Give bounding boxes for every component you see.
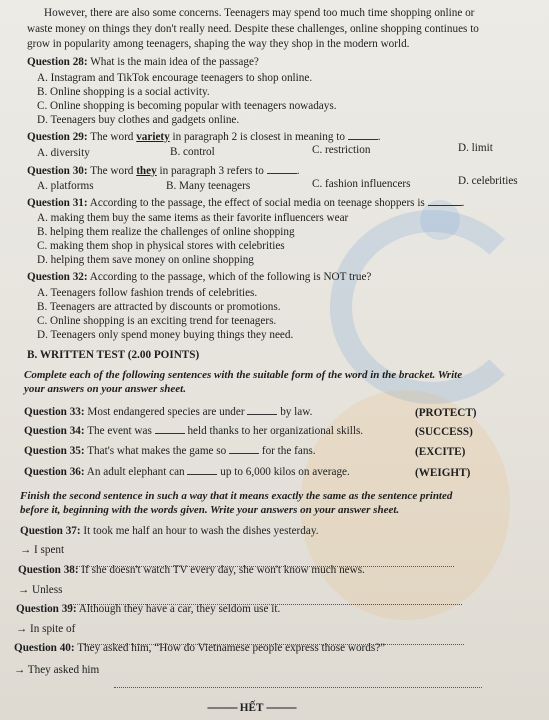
option-d: D. celebrities [458, 175, 518, 187]
word-form-35: (EXCITE) [415, 446, 466, 458]
instruction-2b: before it, beginning with the words given. Write your answers on your answer sheet. [20, 504, 400, 516]
answer-blank [155, 424, 185, 434]
question-40: Question 40: They asked him, “How do Vietnamese people express those words?” [14, 642, 386, 654]
option-b: B. helping them realize the challenges of online shopping [37, 226, 295, 238]
rewrite-start-37: → I spent [20, 544, 65, 556]
question-label: Question 40: [14, 642, 75, 654]
question-label: Question 29: [27, 131, 88, 143]
option-c: C. restriction [312, 144, 371, 156]
question-label: Question 38: [18, 564, 79, 576]
option-d: D. Teenagers only spend money buying things they need. [37, 329, 294, 341]
option-b: B. control [170, 146, 215, 158]
question-label: Question 37: [20, 525, 81, 537]
option-d: D. Teenagers buy clothes and gadgets online. [37, 114, 240, 126]
question-36: Question 36: An adult elephant can up to 6,000 kilos on average. [24, 466, 350, 478]
rewrite-start-39: → In spite of [16, 623, 76, 635]
answer-blank [247, 405, 277, 415]
question-label: Question 39: [16, 603, 77, 615]
question-label: Question 33: [24, 406, 85, 418]
question-label: Question 36: [24, 466, 85, 478]
section-b-title: B. WRITTEN TEST (2.00 POINTS) [27, 349, 200, 361]
option-a: A. diversity [37, 147, 90, 159]
answer-blank [229, 444, 259, 454]
option-a: A. Teenagers follow fashion trends of celebrities. [37, 287, 258, 299]
question-33: Question 33: Most endangered species are under by law. [24, 406, 313, 418]
underlined-word: variety [136, 131, 170, 143]
question-text: What is the main idea of the passage? [90, 56, 259, 68]
question-31: Question 31: According to the passage, the effect of social media on teenage shoppers is . [27, 197, 465, 209]
question-34: Question 34: The event was held thanks to her organizational skills. [24, 425, 364, 437]
word-form-36: (WEIGHT) [415, 467, 471, 479]
rewrite-start-38: → Unless [18, 584, 63, 596]
option-a: A. Instagram and TikTok encourage teenagers to shop online. [37, 72, 313, 84]
instruction-1a: Complete each of the following sentences with the suitable form of the word in the bracket. Write [24, 369, 463, 381]
intro-line-3: grow in popularity among teenagers, shaping the way they shop in the modern world. [27, 38, 410, 50]
question-label: Question 32: [27, 271, 88, 283]
option-b: B. Online shopping is a social activity. [37, 86, 210, 98]
question-39: Question 39: Although they have a car, they seldom use it. [16, 603, 281, 615]
option-c: C. Online shopping is an exciting trend for teenagers. [37, 315, 277, 327]
question-28 [27, 56, 259, 69]
option-c: C. fashion influencers [312, 178, 411, 190]
answer-blank [187, 465, 217, 475]
answer-line-40 [114, 687, 482, 688]
intro-line-1: However, there are also some concerns. Teenagers may spend too much time shopping online or [44, 7, 475, 19]
intro-line-2: waste money on things they don't really need. Despite these challenges, online shopping continues to [27, 23, 479, 35]
option-a: A. making them buy the same items as their favorite influencers wear [37, 212, 349, 224]
end-mark-text: HẾT [239, 702, 264, 714]
question-label: Question 35: [24, 445, 85, 457]
option-c: C. making them shop in physical stores with celebrities [37, 240, 285, 252]
question-30: Question 30: The word they in paragraph 3 refers to . [27, 165, 300, 177]
instruction-1b: your answers on your answer sheet. [24, 383, 186, 395]
end-mark: ----------- HẾT ----------- [207, 702, 296, 714]
question-38: Question 38: If she doesn't watch TV every day, she won't know much news. [18, 564, 365, 576]
question-37: Question 37: It took me half an hour to wash the dishes yesterday. [20, 525, 319, 537]
answer-blank [267, 164, 297, 174]
option-a: A. platforms [37, 180, 94, 192]
option-d: D. limit [458, 142, 493, 154]
word-form-34: (SUCCESS) [415, 426, 473, 438]
option-b: B. Many teenagers [166, 180, 251, 192]
instruction-2a: Finish the second sentence in such a way that it means exactly the same as the sentence printed [20, 490, 453, 502]
question-35: Question 35: That's what makes the game so for the fans. [24, 445, 316, 457]
word-form-33: (PROTECT) [415, 407, 477, 419]
answer-blank [428, 196, 462, 206]
question-label: Question 31: [27, 197, 88, 209]
option-d: D. helping them save money on online shopping [37, 254, 254, 266]
question-29: Question 29: The word variety in paragraph 2 is closest in meaning to . [27, 131, 381, 143]
option-b: B. Teenagers are attracted by discounts or promotions. [37, 301, 281, 313]
answer-blank [348, 130, 378, 140]
underlined-word: they [136, 165, 157, 177]
question-label: Question 34: [24, 425, 85, 437]
rewrite-start-40: → They asked him [14, 664, 100, 676]
question-label: Question 30: [27, 165, 88, 177]
question-32: Question 32: According to the passage, which of the following is NOT true? [27, 271, 372, 283]
question-label: Question 28: [27, 56, 88, 68]
option-c: C. Online shopping is becoming popular with teenagers nowadays. [37, 100, 337, 112]
